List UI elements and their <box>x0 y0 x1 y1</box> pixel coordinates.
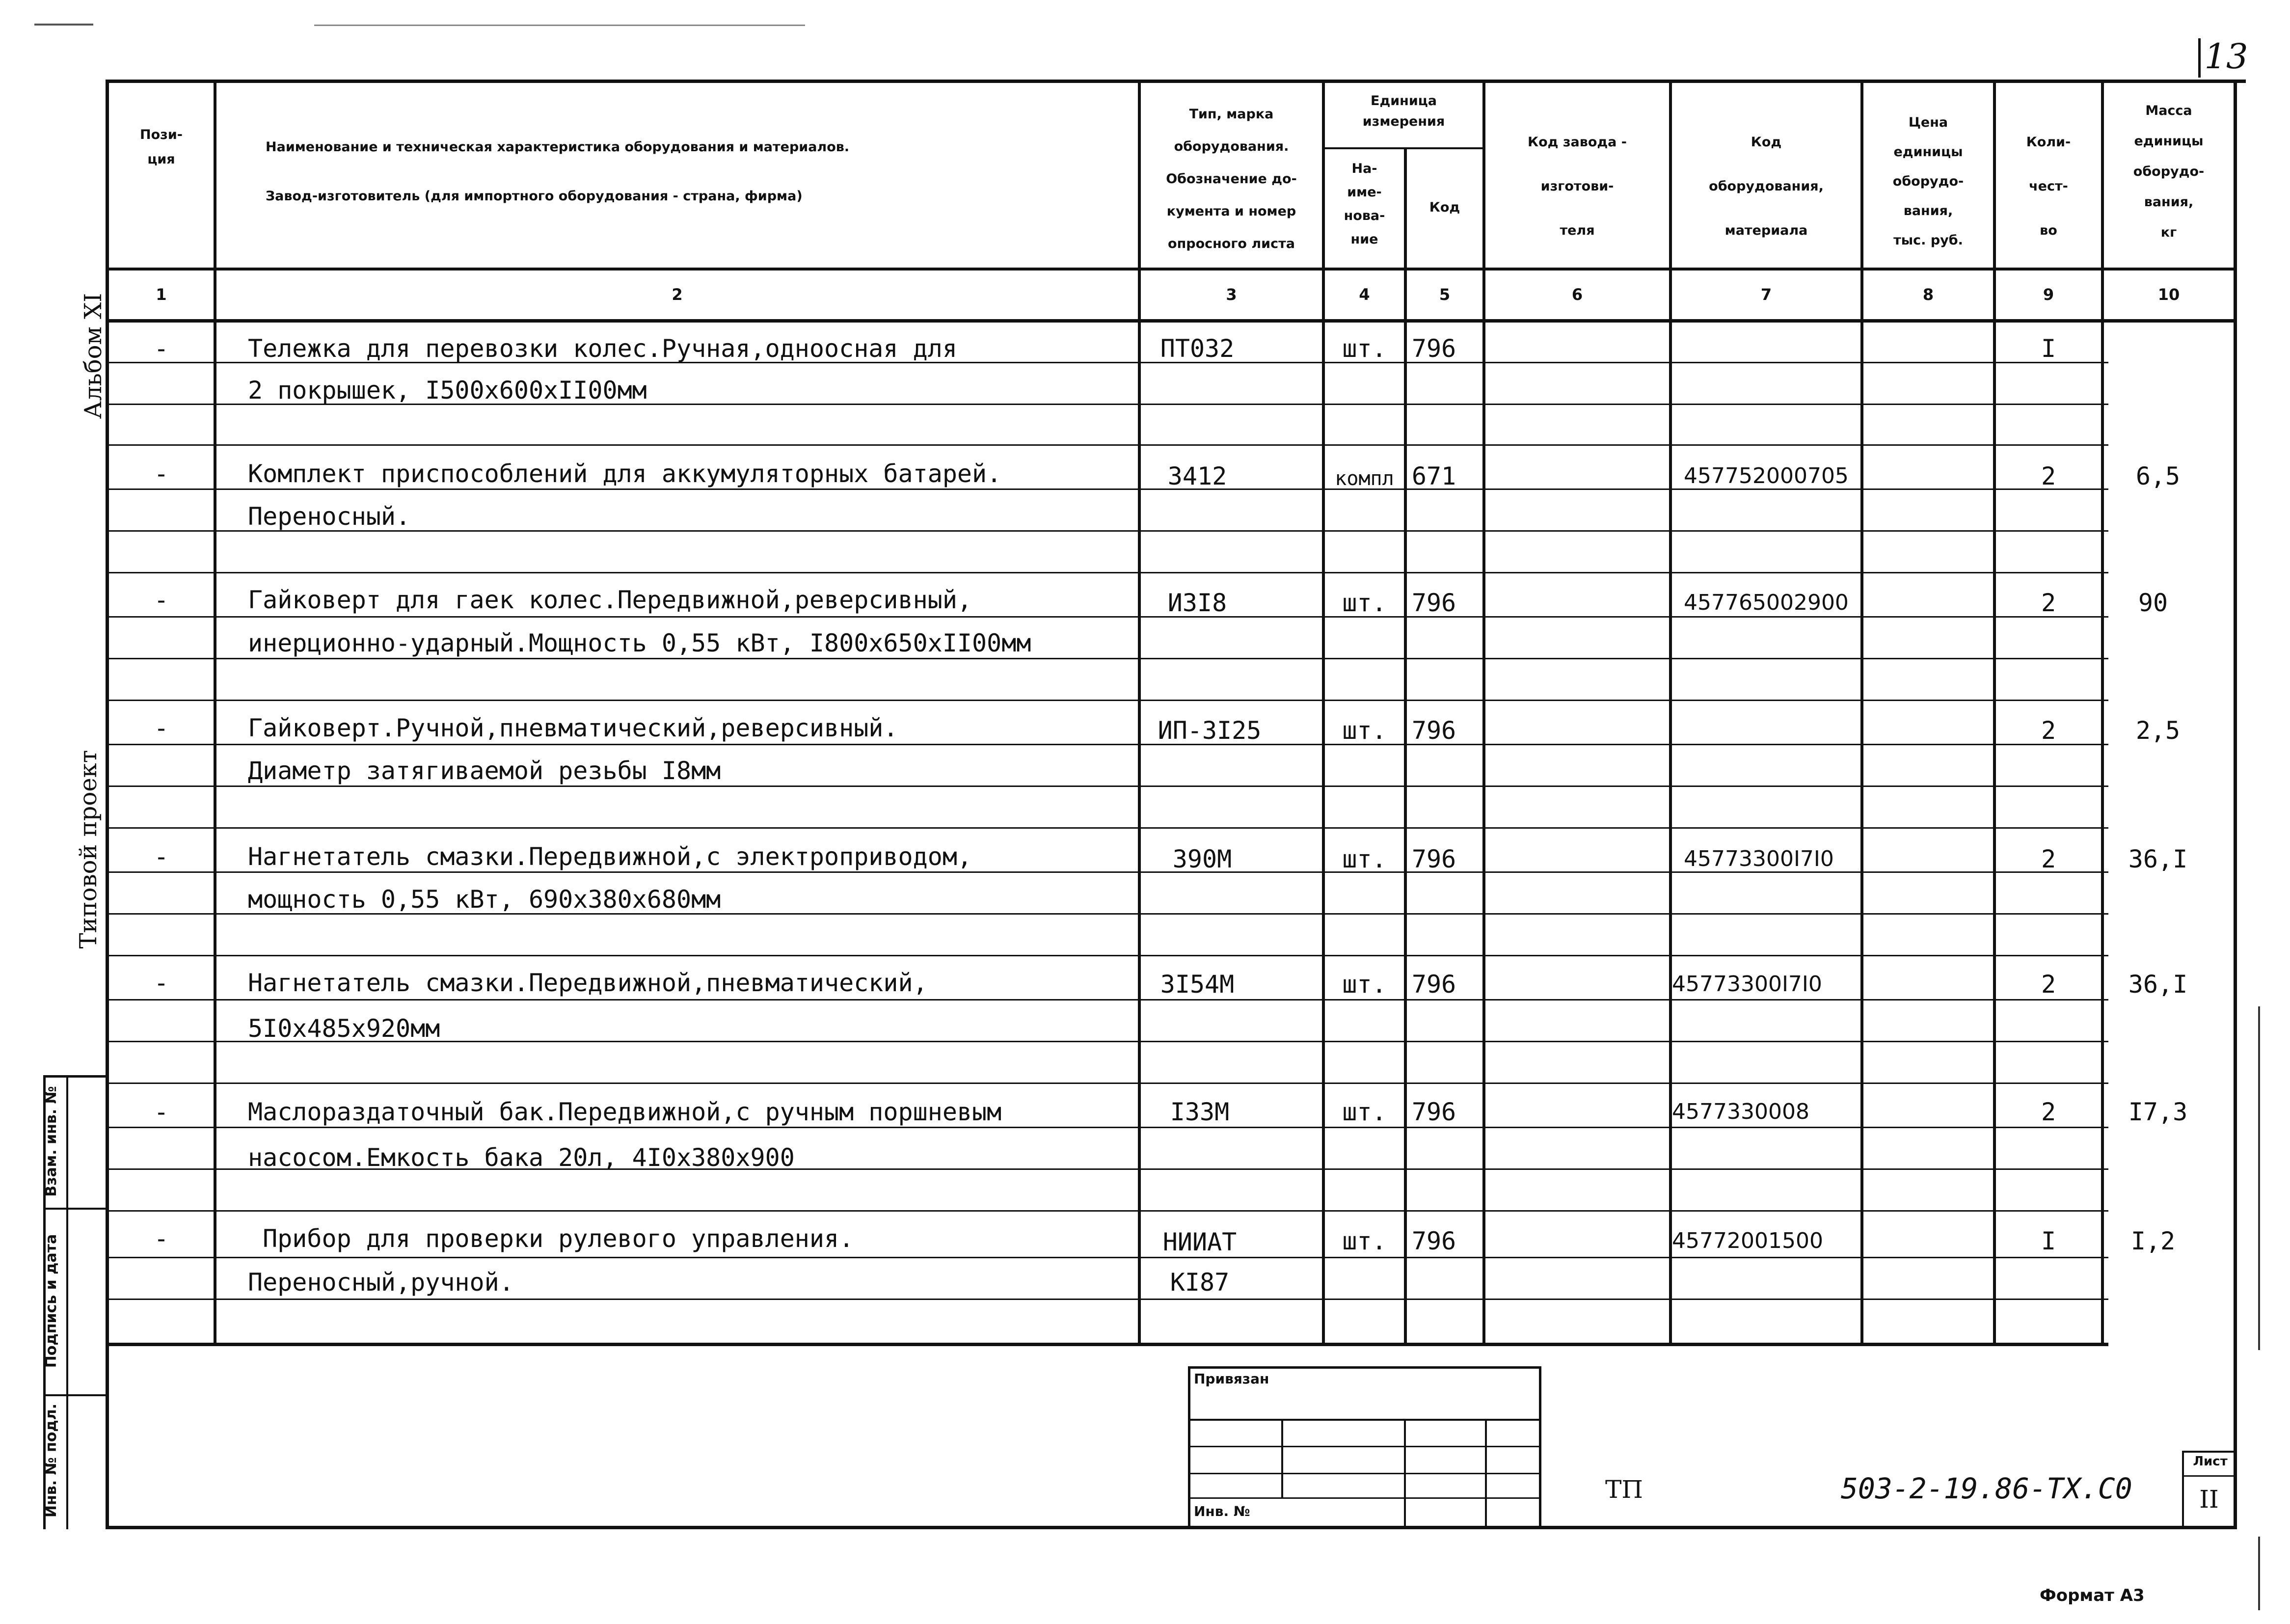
col-number: 3 <box>1226 285 1237 304</box>
cell-unit-code: 796 <box>1411 716 1456 745</box>
cell-equipment-code: 457765002900 <box>1684 590 1849 615</box>
cell-name: Переносный,ручной. <box>248 1268 514 1297</box>
album-label: Альбом XI <box>80 293 107 419</box>
cell-unit: шт. <box>1342 589 1387 617</box>
header-quantity: Коли- чест- во <box>2026 135 2071 238</box>
cell-name: Гайковерт.Ручной,пневматический,реверсивный. <box>248 714 898 742</box>
cell-type: 3412 <box>1167 462 1227 490</box>
cell-unit-code: 671 <box>1411 462 1456 490</box>
page-number: 13 <box>2204 36 2248 77</box>
header-position: Пози- ция <box>140 127 183 167</box>
cell-position: - <box>154 714 169 742</box>
header-equipment-code: Код оборудования, материала <box>1709 135 1824 238</box>
cell-type: НИИАТ <box>1162 1228 1237 1256</box>
cell-quantity: I <box>2041 1227 2056 1255</box>
col-number: 4 <box>1359 285 1370 304</box>
cell-name: 2 покрышек, I500x600xII00мм <box>248 376 647 405</box>
header-mass: Масса единицы оборудо- вания, кг <box>2133 103 2205 240</box>
cell-unit: шт. <box>1342 334 1387 363</box>
cell-type: 3I54М <box>1160 970 1235 999</box>
cell-position: - <box>154 334 169 363</box>
cell-mass: 2,5 <box>2135 716 2181 745</box>
header-name: Наименование и техническая характеристика оборудования и материалов. Завод-изготовитель (для импортного оборудования - страна, фирма) <box>266 139 850 204</box>
cell-name: Тележка для перевозки колес.Ручная,одноосная для <box>248 334 957 363</box>
col-number: 8 <box>1922 285 1934 304</box>
cell-position: - <box>154 969 169 997</box>
format-label: Формат А3 <box>2040 1586 2145 1605</box>
col-number: 2 <box>672 285 683 304</box>
col-number: 7 <box>1760 285 1772 304</box>
cell-name: Переносный. <box>248 502 411 531</box>
cell-position: - <box>154 1098 169 1126</box>
cell-position: - <box>154 1224 169 1253</box>
cell-quantity: 2 <box>2041 589 2056 617</box>
privyazan-label: Привязан <box>1194 1371 1269 1387</box>
cell-name: мощность 0,55 кВт, 690x380x680мм <box>248 885 721 914</box>
cell-mass: 6,5 <box>2135 462 2181 490</box>
header-price: Цена единицы оборудо- вания, тыс. руб. <box>1892 115 1964 248</box>
sheet-number: II <box>2199 1485 2219 1514</box>
cell-name: Диаметр затягиваемой резьбы I8мм <box>248 757 721 785</box>
stamp-signature-date: Подпись и дата <box>43 1234 60 1368</box>
cell-type: ИП-3I25 <box>1158 716 1262 745</box>
col-number: 9 <box>2043 285 2054 304</box>
stamp-replacement-inv: Взам. инв. № <box>43 1086 60 1197</box>
cell-name: Маслораздаточный бак.Передвижной,с ручным поршневым <box>248 1098 1002 1126</box>
cell-unit-code: 796 <box>1411 845 1456 873</box>
cell-unit: шт. <box>1342 970 1387 999</box>
header-factory-code: Код завода - изготови- теля <box>1528 135 1627 238</box>
cell-unit-code: 796 <box>1411 334 1456 363</box>
document-code: 503-2-19.86-ТХ.С0 <box>1841 1472 2132 1505</box>
cell-equipment-code: 45773300I7I0 <box>1684 846 1834 871</box>
cell-equipment-code: 457752000705 <box>1684 463 1849 488</box>
col-number: 10 <box>2157 285 2180 304</box>
cell-unit-code: 796 <box>1411 970 1456 999</box>
cell-unit: компл <box>1335 467 1394 490</box>
cell-mass: I7,3 <box>2128 1098 2188 1126</box>
header-unit: Единица измерения <box>1362 93 1445 129</box>
cell-name: Нагнетатель смазки.Передвижной,с электроприводом, <box>248 842 972 871</box>
cell-type: I33М <box>1170 1098 1230 1126</box>
cell-type: ИЗI8 <box>1167 589 1227 617</box>
cell-quantity: 2 <box>2041 1098 2056 1126</box>
cell-position: - <box>154 842 169 871</box>
cell-equipment-code: 45773300I7I0 <box>1672 972 1822 997</box>
cell-unit: шт. <box>1342 1098 1387 1126</box>
cell-type: ПТ032 <box>1160 334 1235 363</box>
cell-type: 390М <box>1172 845 1232 873</box>
cell-mass: I,2 <box>2130 1227 2176 1255</box>
cell-mass: 90 <box>2138 589 2168 617</box>
cell-equipment-code: 4577330008 <box>1672 1099 1809 1124</box>
cell-quantity: I <box>2041 334 2056 363</box>
cell-position: - <box>154 586 169 614</box>
cell-unit-code: 796 <box>1411 589 1456 617</box>
cell-quantity: 2 <box>2041 716 2056 745</box>
cell-equipment-code: 45772001500 <box>1672 1228 1823 1253</box>
sheet-label: Лист <box>2193 1454 2228 1469</box>
inv-number-label: Инв. № <box>1194 1503 1250 1519</box>
cell-unit-code: 796 <box>1411 1098 1456 1126</box>
cell-unit: шт. <box>1342 1227 1387 1255</box>
col-number: 6 <box>1571 285 1583 304</box>
col-number: 5 <box>1439 285 1451 304</box>
cell-name: Гайковерт для гаек колес.Передвижной,реверсивный, <box>248 586 972 614</box>
col-number: 1 <box>156 285 167 304</box>
cell-name: Комплект приспособлений для аккумуляторных батарей. <box>248 460 1002 488</box>
cell-quantity: 2 <box>2041 462 2056 490</box>
cell-quantity: 2 <box>2041 970 2056 999</box>
cell-quantity: 2 <box>2041 845 2056 873</box>
cell-type: КI87 <box>1170 1268 1230 1297</box>
project-label: Типовой проект <box>75 750 102 949</box>
cell-name: насосом.Емкость бака 20л, 4I0x380x900 <box>248 1143 795 1172</box>
cell-mass: 36,I <box>2128 845 2188 873</box>
cell-unit-code: 796 <box>1411 1227 1456 1255</box>
cell-position: - <box>154 460 169 488</box>
header-type: Тип, марка оборудования. Обозначение до- кумента и номер опросного листа <box>1166 107 1297 251</box>
stamp-original-inv: Инв. № подл. <box>43 1403 60 1518</box>
cell-mass: 36,I <box>2128 970 2188 999</box>
cell-unit: шт. <box>1342 716 1387 745</box>
cell-name: Прибор для проверки рулевого управления. <box>248 1224 854 1253</box>
tp-label: ТП <box>1605 1475 1643 1504</box>
cell-name: инерционно-ударный.Мощность 0,55 кВт, I800x650xII00мм <box>248 629 1031 657</box>
header-unit-name: На- име- нова- ние <box>1344 161 1385 247</box>
cell-name: Нагнетатель смазки.Передвижной,пневматический, <box>248 969 928 997</box>
cell-name: 5I0x485x920мм <box>248 1014 440 1043</box>
cell-unit: шт. <box>1342 845 1387 873</box>
header-unit-code: Код <box>1429 200 1460 215</box>
